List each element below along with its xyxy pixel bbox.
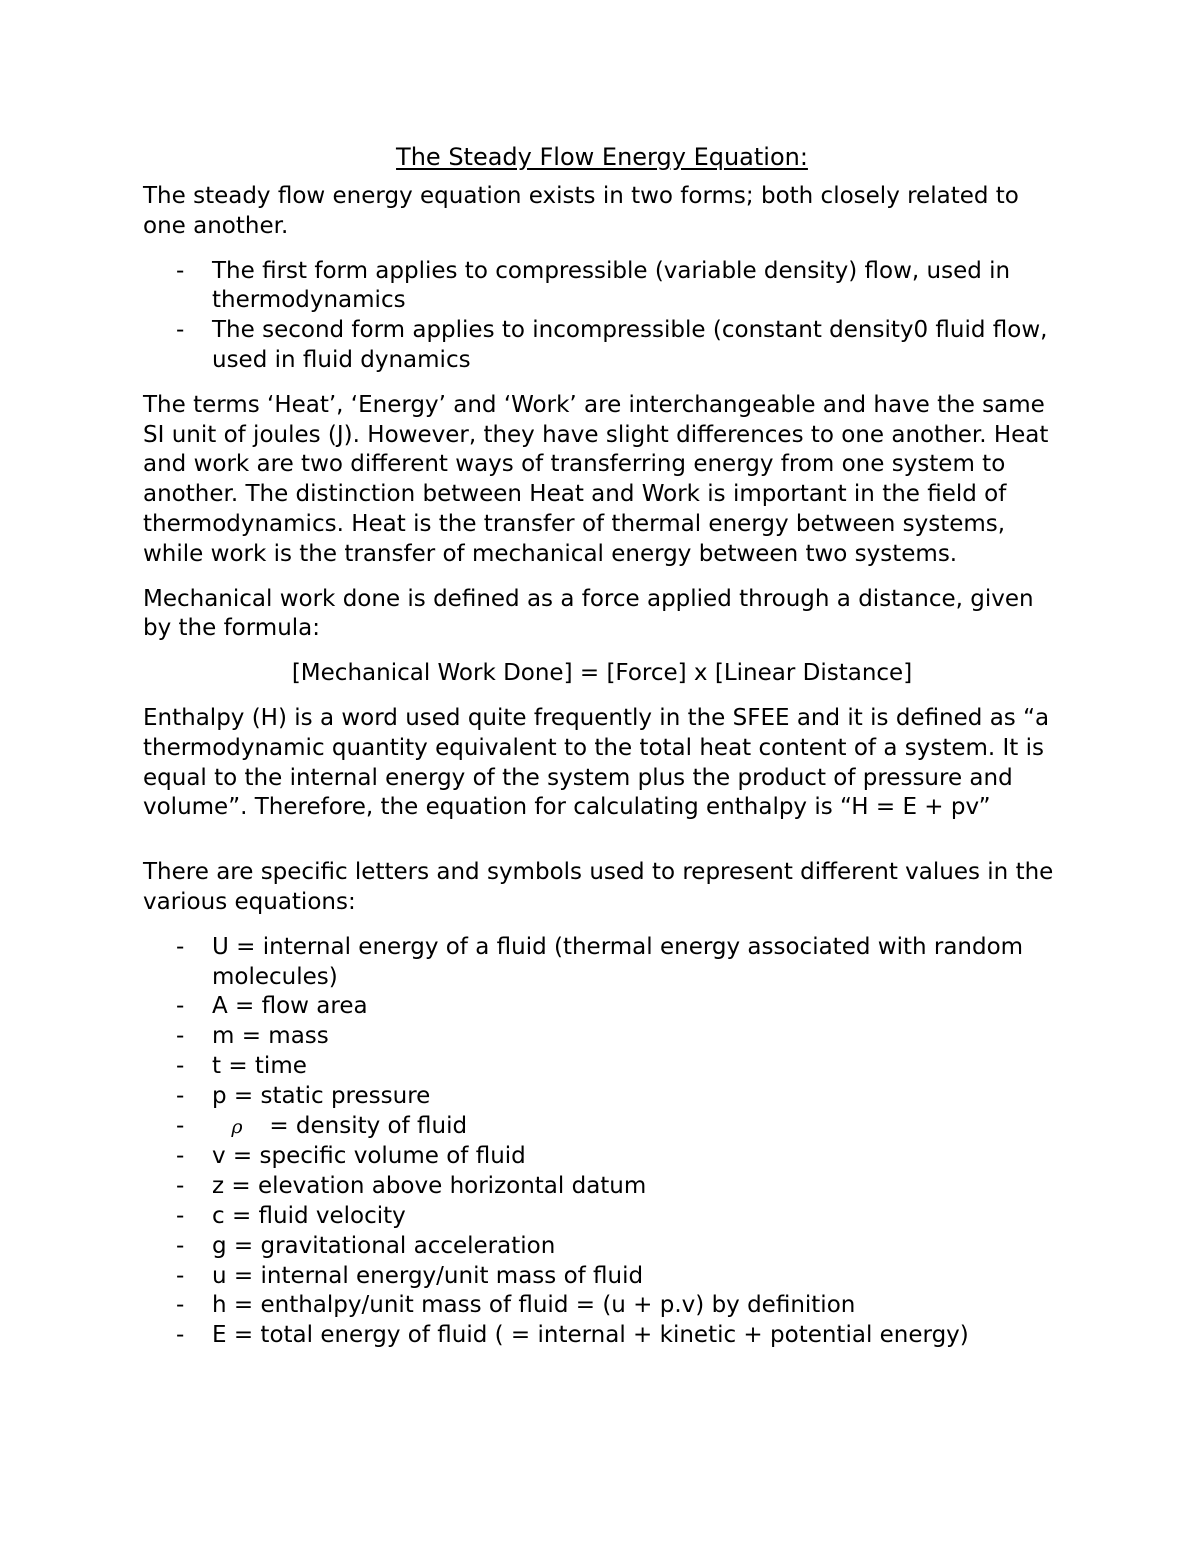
list-item-text: U = internal energy of a fluid (thermal energy associated with random molecules) bbox=[212, 933, 1024, 990]
symbols-intro-paragraph: There are specific letters and symbols used to represent different values in the various equations: bbox=[143, 859, 1054, 915]
list-item bbox=[143, 1321, 1061, 1351]
bullet-dash: - bbox=[176, 257, 185, 284]
bullet-dash: - bbox=[176, 993, 185, 1020]
rho-symbol: ρ bbox=[231, 1115, 243, 1138]
list-item bbox=[143, 1082, 1061, 1112]
list-item-text: A = flow area bbox=[212, 993, 368, 1020]
mechanical-work-paragraph: Mechanical work done is defined as a force applied through a distance, given by the formula: bbox=[143, 585, 1034, 642]
list-item-text: c = fluid velocity bbox=[212, 1202, 406, 1229]
list-item-text: g = gravitational acceleration bbox=[212, 1232, 556, 1259]
list-item bbox=[143, 1262, 1061, 1292]
bullet-dash: - bbox=[176, 933, 185, 960]
list-item bbox=[143, 992, 1061, 1022]
list-item-text: = density of fluid bbox=[269, 1112, 468, 1139]
intro-paragraph: The steady flow energy equation exists in two forms; both closely related to one another. bbox=[143, 183, 1019, 239]
list-item bbox=[143, 1291, 1061, 1321]
list-item bbox=[143, 316, 1061, 376]
bullet-dash: - bbox=[176, 317, 185, 344]
list-item bbox=[143, 1112, 1061, 1143]
bullet-dash: - bbox=[176, 1262, 185, 1289]
document-title: The Steady Flow Energy Equation: bbox=[396, 143, 808, 171]
list-item bbox=[143, 1232, 1061, 1262]
list-item-text: v = specific volume of fluid bbox=[212, 1143, 526, 1170]
bullet-dash: - bbox=[176, 1292, 185, 1319]
symbols-list bbox=[143, 933, 1061, 1351]
list-item-text: The second form applies to incompressible (constant density0 fluid flow, used in fluid dynamics bbox=[212, 317, 1048, 373]
list-item bbox=[143, 1172, 1061, 1202]
list-item-text: t = time bbox=[212, 1052, 307, 1079]
forms-list bbox=[143, 257, 1061, 376]
list-item-text: E = total energy of fluid ( = internal + kinetic + potential energy) bbox=[212, 1322, 969, 1349]
list-item bbox=[143, 1142, 1061, 1172]
bullet-dash: - bbox=[176, 1052, 185, 1079]
bullet-dash: - bbox=[176, 1322, 185, 1349]
bullet-dash: - bbox=[176, 1082, 185, 1109]
list-item bbox=[143, 1052, 1061, 1082]
heat-work-paragraph: The terms ‘Heat’, ‘Energy’ and ‘Work’ are interchangeable and have the same SI unit of joules (J). However, they have slight differences to one another. Heat and work are two different ways of transferring energy from one system to another. The distinction between Heat and Work is important in the field of thermodynamics. Heat is the transfer of thermal energy between systems, while work is the transfer of mechanical energy between two systems. bbox=[143, 391, 1049, 567]
enthalpy-paragraph: Enthalpy (H) is a word used quite frequently in the SFEE and it is defined as “a thermodynamic quantity equivalent to the total heat content of a system. It is equal to the internal energy of the system plus the product of pressure and volume”. Therefore, the equation for calculating enthalpy is “H = E + pv” bbox=[143, 704, 1050, 821]
work-formula: [Mechanical Work Done] = [Force] x [Linear Distance] bbox=[291, 660, 913, 687]
list-item-text: u = internal energy/unit mass of fluid bbox=[212, 1262, 644, 1289]
list-item bbox=[143, 1022, 1061, 1052]
bullet-dash: - bbox=[176, 1023, 185, 1050]
list-item-text: The first form applies to compressible (variable density) flow, used in thermodynamics bbox=[212, 257, 1011, 314]
document-page bbox=[143, 140, 1061, 1366]
bullet-dash: - bbox=[176, 1173, 185, 1200]
list-item-text: p = static pressure bbox=[212, 1082, 431, 1109]
list-item bbox=[143, 933, 1061, 993]
bullet-dash: - bbox=[176, 1232, 185, 1259]
list-item-text: z = elevation above horizontal datum bbox=[212, 1173, 647, 1200]
bullet-dash: - bbox=[176, 1143, 185, 1170]
bullet-dash: - bbox=[176, 1112, 185, 1139]
list-item bbox=[143, 1202, 1061, 1232]
spacer bbox=[143, 838, 1061, 858]
list-item bbox=[143, 257, 1061, 317]
list-item-text: h = enthalpy/unit mass of fluid = (u + p.v) by definition bbox=[212, 1292, 856, 1319]
bullet-dash: - bbox=[176, 1202, 185, 1229]
list-item-text: m = mass bbox=[212, 1023, 329, 1050]
